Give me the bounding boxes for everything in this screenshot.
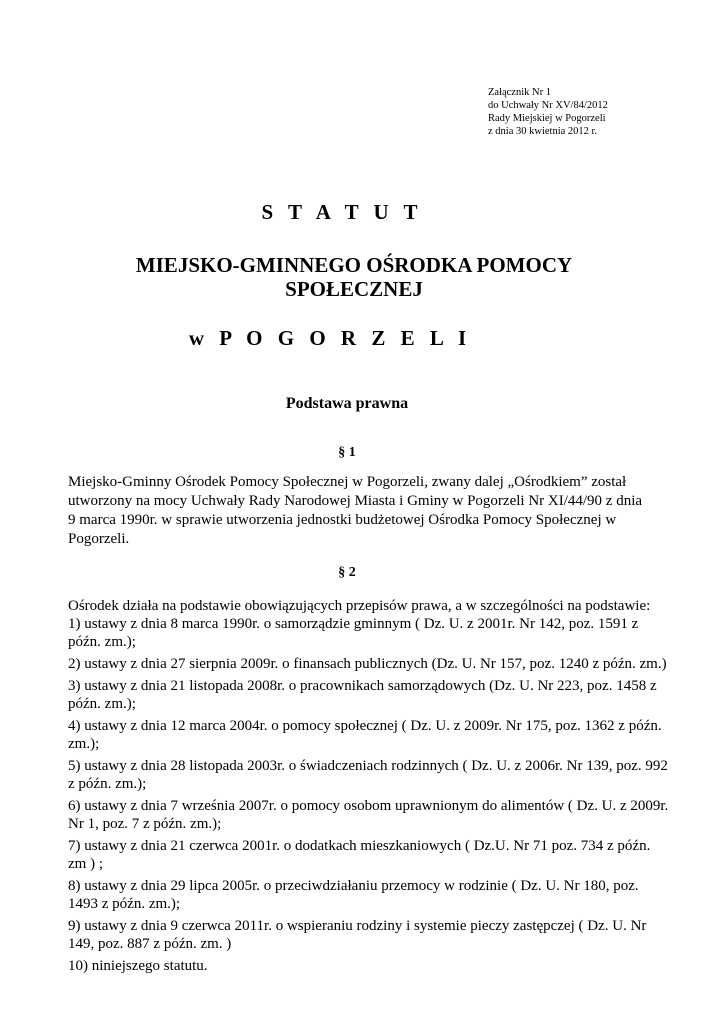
list-item [68,877,668,913]
annex-line: Załącznik Nr 1 [488,87,551,98]
list-item [68,957,668,975]
paragraph-line: Ośrodek działa na podstawie obowiązujących przepisów prawa, a w szczególności na podstawie: [68,598,651,614]
annex-note [488,86,608,138]
list-item-line: 9) ustawy z dnia 9 czerwca 2011r. o wspieraniu rodziny i systemie pieczy zastępczej ( Dz. U. Nr [68,918,647,934]
section-1-paragraph [68,473,668,549]
paragraph-line: utworzony na mocy Uchwały Rady Narodowej Miasta i Gminy w Pogorzeli Nr XI/44/90 z dnia [68,493,643,509]
list-item-line: 149, poz. 887 z późn. zm. ) [68,936,232,952]
list-item [68,757,668,793]
list-item-line: późn. zm.); [68,696,136,712]
list-item-line: 5) ustawy z dnia 28 listopada 2003r. o świadczeniach rodzinnych ( Dz. U. z 2006r. Nr 139, poz. 992 [68,758,668,774]
document-title: S T A T U T [261,200,423,224]
list-item [68,837,668,873]
paragraph-line: Miejsko-Gminny Ośrodek Pomocy Społecznej w Pogorzeli, zwany dalej „Ośrodkiem” został [68,474,627,490]
list-item-line: zm ) ; [68,856,103,872]
annex-line: z dnia 30 kwietnia 2012 r. [488,126,598,137]
annex-line: do Uchwały Nr XV/84/2012 [488,100,608,111]
list-item [68,615,668,651]
list-item-line: późn. zm.); [68,634,136,650]
section-1-heading: § 1 [338,445,356,460]
list-item [68,677,668,713]
list-item [68,797,668,833]
paragraph-line: 9 marca 1990r. w sprawie utworzenia jednostki budżetowej Ośrodka Pomocy Społecznej w [68,512,617,528]
paragraph-line: Pogorzeli. [68,531,130,547]
legal-basis-heading: Podstawa prawna [285,395,409,412]
organization-name-line: SPOŁECZNEJ [285,277,423,301]
list-item [68,917,668,953]
organization-name [100,253,608,301]
section-2-intro [68,597,668,616]
annex-line: Rady Miejskiej w Pogorzeli [488,113,606,124]
legal-acts-list [68,615,668,979]
list-item-line: zm.); [68,736,100,752]
list-item-line: 1493 z późn. zm.); [68,896,181,912]
list-item-line: 3) ustawy z dnia 21 listopada 2008r. o pracownikach samorządowych (Dz. U. Nr 223, poz. 1458 z [68,678,657,694]
list-item-line: 2) ustawy z dnia 27 sierpnia 2009r. o finansach publicznych (Dz. U. Nr 157, poz. 1240 z późn. zm.) [68,656,667,672]
list-item-line: 6) ustawy z dnia 7 września 2007r. o pomocy osobom uprawnionym do alimentów ( Dz. U. z 2009r. [68,798,669,814]
list-item-line: 7) ustawy z dnia 21 czerwca 2001r. o dodatkach mieszkaniowych ( Dz.U. Nr 71 poz. 734 z późn. [68,838,651,854]
list-item-line: 1) ustawy z dnia 8 marca 1990r. o samorządzie gminnym ( Dz. U. z 2001r. Nr 142, poz. 1591 z [68,616,639,632]
list-item-line: 4) ustawy z dnia 12 marca 2004r. o pomocy społecznej ( Dz. U. z 2009r. Nr 175, poz. 1362 z późn. [68,718,662,734]
list-item-line: z późn. zm.); [68,776,147,792]
list-item [68,655,668,673]
list-item-line: 8) ustawy z dnia 29 lipca 2005r. o przeciwdziałaniu przemocy w rodzinie ( Dz. U. Nr 180, poz. [68,878,639,894]
list-item-line: 10) niniejszego statutu. [68,958,208,974]
list-item-line: Nr 1, poz. 7 z późn. zm.); [68,816,222,832]
list-item [68,717,668,753]
section-2-heading: § 2 [338,565,356,580]
town-name: w P O G O R Z E L I [188,326,472,350]
organization-name-line: MIEJSKO-GMINNEGO OŚRODKA POMOCY [135,253,573,277]
